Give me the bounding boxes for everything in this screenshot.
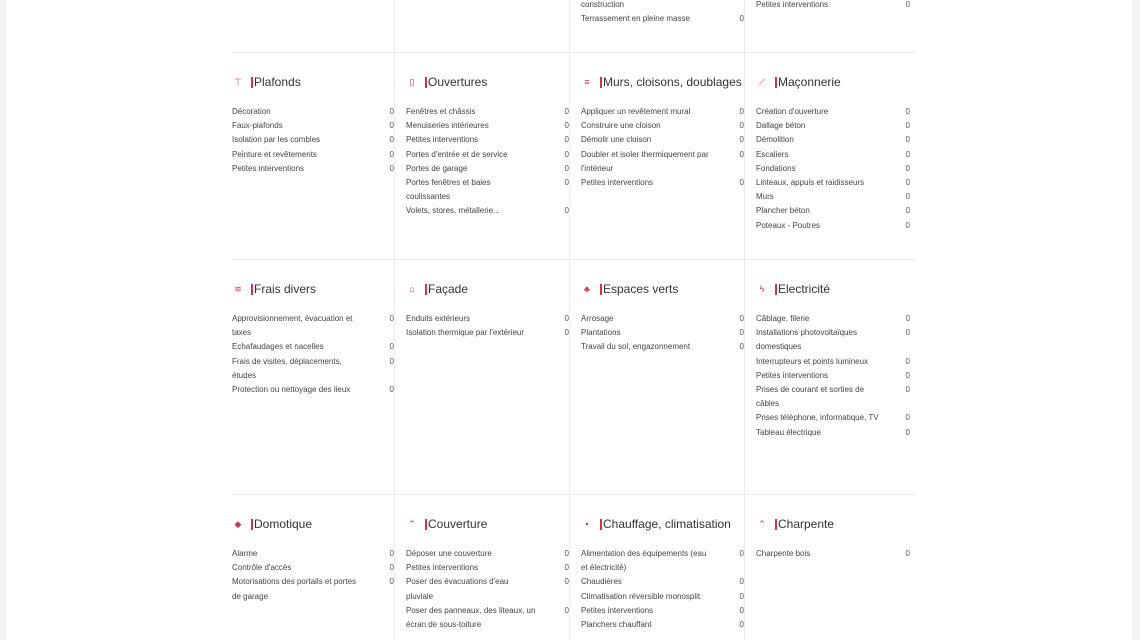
subcategory-count: 0 xyxy=(905,107,910,116)
subcategory-label: Petites interventions xyxy=(581,605,654,615)
subcategory-item[interactable] xyxy=(581,618,744,632)
subcategory-item[interactable] xyxy=(406,547,569,561)
category-title: Electricité xyxy=(778,282,831,296)
subcategory-label: Construire une cloison xyxy=(581,121,661,131)
subcategory-item[interactable] xyxy=(232,133,394,147)
subcategory-item[interactable] xyxy=(581,326,744,340)
subcategory-count: 0 xyxy=(564,149,569,159)
subcategory-count: 0 xyxy=(905,427,910,437)
subcategory-item[interactable] xyxy=(756,190,910,204)
subcategory-item[interactable] xyxy=(756,105,910,119)
subcategory-count: 0 xyxy=(739,605,744,615)
subcategory-item[interactable] xyxy=(232,561,394,575)
subcategory-item[interactable] xyxy=(406,312,569,326)
subcategory-item[interactable] xyxy=(406,162,569,176)
subcategory-count: 0 xyxy=(739,135,744,145)
subcategory-label: Tableau électrique xyxy=(756,427,821,437)
subcategory-count: 0 xyxy=(564,178,569,188)
subcategory-item[interactable] xyxy=(756,369,910,383)
subcategory-item[interactable] xyxy=(581,148,744,176)
subcategory-count: 0 xyxy=(389,314,394,323)
category-row xyxy=(232,260,915,495)
subcategory-item[interactable] xyxy=(756,219,910,233)
subcategory-item[interactable] xyxy=(581,119,744,133)
subcategory-item[interactable] xyxy=(406,326,569,340)
category-title: Charpente xyxy=(778,517,835,531)
subcategory-list xyxy=(232,105,394,176)
subcategory-label: Portes de garage xyxy=(406,163,468,173)
subcategory-count xyxy=(728,0,744,12)
category-header[interactable] xyxy=(756,73,910,91)
subcategory-item[interactable] xyxy=(406,119,569,133)
subcategory-label: Déposer une couverture xyxy=(406,549,492,558)
accent-bar xyxy=(775,284,777,295)
subcategory-count: 0 xyxy=(739,342,744,352)
subcategory-item[interactable] xyxy=(232,355,394,383)
subcategory-item[interactable] xyxy=(406,148,569,162)
category-title: Couverture xyxy=(428,517,488,531)
subcategory-item[interactable] xyxy=(756,148,910,162)
subcategory-item[interactable] xyxy=(232,119,394,133)
category-header[interactable] xyxy=(232,515,394,533)
subcategory-count: 0 xyxy=(389,121,394,131)
subcategory-count: 0 xyxy=(905,149,910,159)
roof-icon: ⌃ xyxy=(408,518,416,529)
subcategory-label: Petites interventions xyxy=(581,178,654,188)
subcategory-count: 0 xyxy=(739,121,744,131)
subcategory-item[interactable] xyxy=(581,590,744,604)
category-maconnerie xyxy=(745,53,910,259)
subcategory-list xyxy=(756,0,910,12)
subcategory-count: 0 xyxy=(389,163,394,173)
subcategory-count: 0 xyxy=(905,328,910,338)
subcategory-item[interactable] xyxy=(756,411,910,425)
subcategory-count: 0 xyxy=(905,549,910,558)
subcategory-item[interactable] xyxy=(406,133,569,147)
accent-bar xyxy=(600,77,602,88)
subcategory-item[interactable] xyxy=(232,148,394,162)
subcategory-count: 0 xyxy=(389,342,394,352)
accent-bar xyxy=(251,519,253,530)
category-chauffage-climatisation xyxy=(570,495,745,640)
smart-home-icon: ◆ xyxy=(234,518,242,529)
accent-bar xyxy=(425,284,427,295)
category-title: Espaces verts xyxy=(603,282,679,296)
subcategory-count: 0 xyxy=(564,577,569,587)
subcategory-list xyxy=(581,105,744,190)
subcategory-item[interactable] xyxy=(756,0,910,12)
door-icon: ▯ xyxy=(409,76,415,87)
subcategory-label: Arrosage xyxy=(581,314,614,323)
subcategory-item[interactable] xyxy=(581,105,744,119)
subcategory-label: Plancher béton xyxy=(756,206,810,216)
category-cell-partial xyxy=(232,0,395,52)
subcategory-label: Peinture et revêtements xyxy=(232,149,317,159)
subcategory-count: 0 xyxy=(905,178,910,188)
subcategory-label: Escaliers xyxy=(756,149,789,159)
category-header[interactable] xyxy=(581,73,744,91)
subcategory-count: 0 xyxy=(389,563,394,573)
category-header[interactable] xyxy=(581,515,744,533)
category-header[interactable] xyxy=(232,73,394,91)
subcategory-label: Contrôle d'accès xyxy=(232,563,292,573)
subcategory-list xyxy=(406,312,569,340)
subcategory-label: Chaudières xyxy=(581,577,622,587)
category-frais-divers xyxy=(232,260,395,494)
category-header[interactable] xyxy=(756,515,910,533)
accent-bar xyxy=(425,77,427,88)
subcategory-label: Petites interventions xyxy=(232,163,305,173)
subcategory-label: Interrupteurs et points lumineux xyxy=(756,356,869,366)
subcategory-count: 0 xyxy=(564,206,569,216)
lightning-icon: ϟ xyxy=(759,284,765,294)
subcategory-list xyxy=(406,105,569,219)
category-row xyxy=(232,53,915,260)
roof-frame-icon: ⌃ xyxy=(758,518,766,529)
subcategory-label: Petites interventions xyxy=(406,135,479,145)
subcategory-list xyxy=(232,312,394,397)
subcategory-count: 0 xyxy=(905,135,910,145)
subcategory-count: 0 xyxy=(564,328,569,338)
trowel-icon: ⟋ xyxy=(758,76,766,87)
subcategory-label: Travail du sol, engazonnement xyxy=(581,342,691,352)
category-grid xyxy=(232,0,915,640)
subcategory-count: 0 xyxy=(739,328,744,338)
subcategory-label: Poser des panneaux, des liteaux, un écran de sous-toiture xyxy=(406,605,536,630)
tree-icon: ♣ xyxy=(584,284,590,294)
category-title: Ouvertures xyxy=(428,75,488,89)
subcategory-label: Petites interventions xyxy=(406,563,479,573)
house-icon: ⌂ xyxy=(409,284,415,294)
subcategory-count: 0 xyxy=(564,107,569,116)
subcategory-item[interactable] xyxy=(581,547,744,575)
category-cell-partial xyxy=(745,0,910,52)
subcategory-label: Fenêtres et châssis xyxy=(406,107,476,116)
page xyxy=(6,0,1132,640)
subcategory-item[interactable] xyxy=(406,105,569,119)
subcategory-label: Doubler et isoler thermiquement par l'intérieur xyxy=(581,149,709,173)
subcategory-label: Menuiseries intérieures xyxy=(406,121,489,131)
subcategory-label: Portes fenêtres et baies coulissantes xyxy=(406,178,491,202)
category-header[interactable] xyxy=(406,73,569,91)
category-ouvertures xyxy=(395,53,570,259)
subcategory-item[interactable] xyxy=(581,176,744,190)
subcategory-label: Démolition xyxy=(756,135,794,145)
subcategory-label: Motorisations des portails et portes de garage xyxy=(232,577,357,601)
subcategory-count: 0 xyxy=(905,314,910,323)
category-title: Murs, cloisons, doublages xyxy=(603,75,742,89)
subcategory-list xyxy=(232,547,394,604)
subcategory-count: 0 xyxy=(564,563,569,573)
subcategory-count: 0 xyxy=(739,314,744,323)
category-title: Chauffage, climatisation xyxy=(603,517,731,531)
category-facade xyxy=(395,260,570,494)
subcategory-item[interactable] xyxy=(406,604,569,632)
subcategory-count: 0 xyxy=(739,178,744,188)
subcategory-item[interactable] xyxy=(756,176,910,190)
subcategory-label: Isolation thermique par l'extérieur xyxy=(406,328,525,338)
radiator-icon: ▪ xyxy=(585,519,589,529)
subcategory-count: 0 xyxy=(739,549,744,558)
subcategory-label: Installations photovoltaïques domestiques xyxy=(756,328,857,352)
accent-bar xyxy=(251,284,253,295)
subcategory-count: 0 xyxy=(564,121,569,131)
subcategory-item[interactable] xyxy=(232,162,394,176)
subcategory-label: Charpente bois xyxy=(756,549,811,558)
subcategory-label: Murs xyxy=(756,192,774,202)
category-title: Plafonds xyxy=(254,75,301,89)
subcategory-count: 0 xyxy=(739,577,744,587)
subcategory-item[interactable] xyxy=(756,355,910,369)
subcategory-item[interactable] xyxy=(756,326,910,354)
subcategory-label: Approvisionnement, évacuation et taxes xyxy=(232,314,353,338)
category-title: Maçonnerie xyxy=(778,75,841,89)
subcategory-label: Alarme xyxy=(232,549,258,558)
subcategory-label: Fondations xyxy=(756,163,796,173)
subcategory-label: Prises téléphone, informatique, TV xyxy=(756,413,879,423)
subcategory-label: Protection ou nettoyage des lieux xyxy=(232,385,351,395)
subcategory-list xyxy=(581,312,744,355)
category-title: Façade xyxy=(428,282,469,296)
subcategory-item[interactable] xyxy=(581,0,744,12)
subcategory-item[interactable] xyxy=(232,340,394,354)
coins-icon: ≋ xyxy=(234,283,242,294)
subcategory-item[interactable] xyxy=(406,575,569,603)
subcategory-list xyxy=(756,105,910,233)
subcategory-item[interactable] xyxy=(581,133,744,147)
category-header[interactable] xyxy=(406,280,569,298)
subcategory-item[interactable] xyxy=(232,547,394,561)
category-murs-cloisons-doublages xyxy=(570,53,745,259)
subcategory-item[interactable] xyxy=(581,575,744,589)
subcategory-label: Frais de visites, déplacements, études xyxy=(232,356,342,380)
subcategory-item[interactable] xyxy=(232,383,394,397)
subcategory-count: 0 xyxy=(389,149,394,159)
subcategory-label: Poteaux - Poutres xyxy=(756,220,821,230)
subcategory-item[interactable] xyxy=(406,204,569,218)
subcategory-item[interactable] xyxy=(756,119,910,133)
subcategory-label: Appliquer un revêtement mural xyxy=(581,107,691,116)
subcategory-item[interactable] xyxy=(756,547,910,561)
subcategory-count: 0 xyxy=(739,591,744,601)
subcategory-label: Plantations xyxy=(581,328,621,338)
subcategory-label: Dallage béton xyxy=(756,121,806,131)
subcategory-count: 0 xyxy=(739,107,744,116)
subcategory-item[interactable] xyxy=(406,561,569,575)
subcategory-item[interactable] xyxy=(581,340,744,354)
category-header[interactable] xyxy=(756,280,910,298)
subcategory-item[interactable] xyxy=(232,105,394,119)
accent-bar xyxy=(600,284,602,295)
category-espaces-verts xyxy=(570,260,745,494)
subcategory-count: 0 xyxy=(389,577,394,587)
subcategory-count: 0 xyxy=(905,356,910,366)
subcategory-item[interactable] xyxy=(581,12,744,26)
subcategory-count: 0 xyxy=(905,206,910,216)
category-row-top xyxy=(232,0,915,53)
subcategory-count: 0 xyxy=(739,149,744,159)
subcategory-list xyxy=(756,312,910,440)
subcategory-label: Création d'ouverture xyxy=(756,107,829,116)
subcategory-count: 0 xyxy=(739,14,744,24)
subcategory-item[interactable] xyxy=(581,312,744,326)
subcategory-item[interactable] xyxy=(756,426,910,440)
subcategory-item[interactable] xyxy=(232,575,394,603)
subcategory-label: Petites interventions xyxy=(756,370,829,380)
subcategory-label: Volets, stores, métallerie... xyxy=(406,206,500,216)
category-cell-partial xyxy=(395,0,570,52)
subcategory-count: 0 xyxy=(389,549,394,558)
subcategory-count: 0 xyxy=(905,220,910,230)
subcategory-count: 0 xyxy=(905,192,910,202)
subcategory-item[interactable] xyxy=(756,312,910,326)
category-title: Frais divers xyxy=(254,282,317,296)
accent-bar xyxy=(251,77,253,88)
subcategory-label: Poser des évacuations d'eau pluviale xyxy=(406,577,509,601)
subcategory-label: Prises de courant et sorties de câbles xyxy=(756,385,865,409)
subcategory-count: 0 xyxy=(905,370,910,380)
accent-bar xyxy=(425,519,427,530)
category-header[interactable] xyxy=(406,515,569,533)
subcategory-count: 0 xyxy=(905,413,910,423)
category-couverture xyxy=(395,495,570,640)
ceiling-icon: ⊤ xyxy=(234,76,242,87)
subcategory-count: 0 xyxy=(389,356,394,366)
subcategory-count: 0 xyxy=(905,121,910,131)
accent-bar xyxy=(775,77,777,88)
subcategory-item[interactable] xyxy=(756,204,910,218)
subcategory-count: 0 xyxy=(389,135,394,145)
subcategory-label: Petites interventions xyxy=(756,0,829,9)
accent-bar xyxy=(600,519,602,530)
accent-bar xyxy=(775,519,777,530)
category-cell-partial xyxy=(570,0,745,52)
category-electricite xyxy=(745,260,910,494)
category-domotique xyxy=(232,495,395,640)
category-header[interactable] xyxy=(581,280,744,298)
subcategory-item[interactable] xyxy=(756,162,910,176)
subcategory-count: 0 xyxy=(564,163,569,173)
subcategory-item[interactable] xyxy=(756,383,910,411)
subcategory-count: 0 xyxy=(739,620,744,630)
category-row xyxy=(232,495,915,640)
subcategory-label: Portes d'entrée et de service xyxy=(406,149,508,159)
subcategory-list xyxy=(756,547,910,561)
subcategory-label: Décoration xyxy=(232,107,271,116)
subcategory-label: Câblage, filerie xyxy=(756,314,810,323)
subcategory-count: 0 xyxy=(564,605,569,615)
subcategory-count: 0 xyxy=(564,135,569,145)
subcategory-count: 0 xyxy=(905,0,910,9)
subcategory-count: 0 xyxy=(389,107,394,116)
category-header[interactable] xyxy=(232,280,394,298)
subcategory-label: Faux-plafonds xyxy=(232,121,283,131)
category-title: Domotique xyxy=(254,517,313,531)
subcategory-label: Terrassement en pleine masse xyxy=(581,14,690,24)
subcategory-item[interactable] xyxy=(406,176,569,204)
subcategory-count: 0 xyxy=(905,163,910,173)
subcategory-label: Enduits extérieurs xyxy=(406,314,471,323)
subcategory-label: Isolation par les combles xyxy=(232,135,321,145)
subcategory-count: 0 xyxy=(905,385,910,395)
subcategory-label: Linteaux, appuis et raidisseurs xyxy=(756,178,865,188)
subcategory-list xyxy=(581,547,744,632)
subcategory-label: Echafaudages et nacelles xyxy=(232,342,324,352)
subcategory-count: 0 xyxy=(564,549,569,558)
subcategory-list xyxy=(581,0,744,26)
subcategory-label: Climatisation réversible monosplit xyxy=(581,591,701,601)
subcategory-label: Alimentation des équipements (eau et électricité) xyxy=(581,549,707,573)
subcategory-label: construction xyxy=(581,0,625,9)
subcategory-item[interactable] xyxy=(756,133,910,147)
subcategory-label: Planchers chauffant xyxy=(581,620,652,630)
wall-icon: ≡ xyxy=(584,77,590,87)
subcategory-item[interactable] xyxy=(581,604,744,618)
category-plafonds xyxy=(232,53,395,259)
subcategory-count: 0 xyxy=(564,314,569,323)
category-charpente xyxy=(745,495,910,640)
subcategory-label: Démolir une cloison xyxy=(581,135,652,145)
subcategory-item[interactable] xyxy=(232,312,394,340)
subcategory-count: 0 xyxy=(389,385,394,395)
subcategory-list xyxy=(406,547,569,632)
